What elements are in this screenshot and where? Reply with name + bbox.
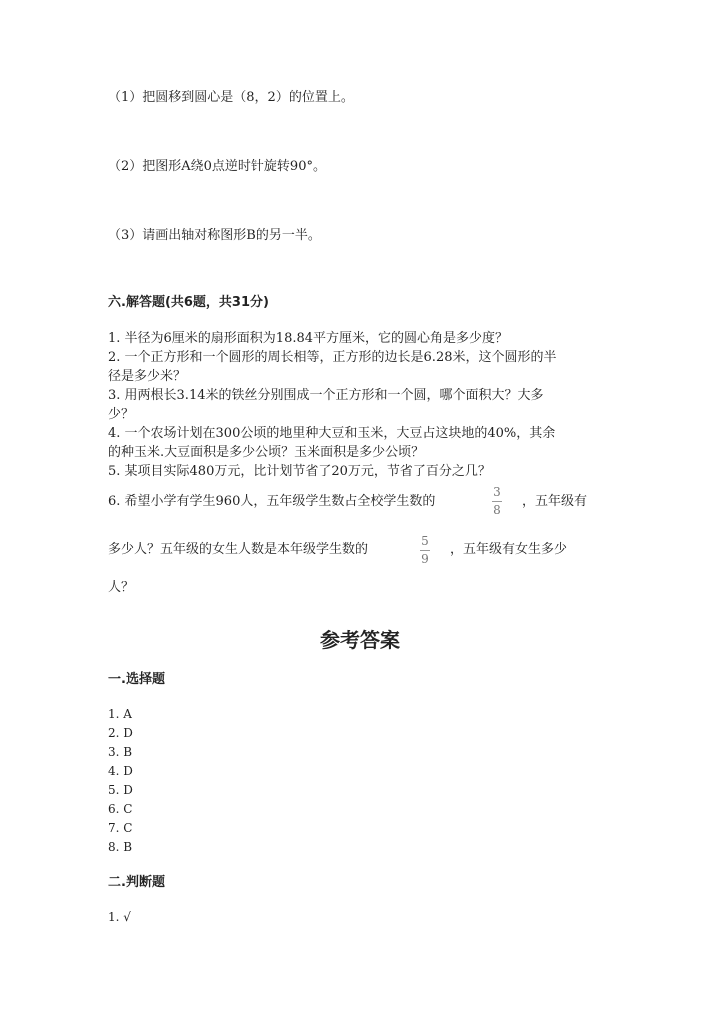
answer-item: 4. D bbox=[108, 764, 133, 778]
q6-text-1: 6. 希望小学有学生960人，五年级学生数占全校学生数的 bbox=[108, 494, 436, 509]
section-2-heading: 二.判断题 bbox=[108, 875, 165, 890]
q6-text-2: ，五年级有 bbox=[522, 494, 588, 509]
fraction-bar bbox=[420, 550, 430, 551]
question-line: 5. 某项目实际480万元，比计划节省了20万元，节省了百分之几？ bbox=[108, 464, 491, 479]
answer-item: 1. A bbox=[108, 707, 132, 721]
section-1-heading: 一.选择题 bbox=[108, 672, 165, 687]
answer-item: 1. √ bbox=[108, 910, 131, 924]
answer-item: 5. D bbox=[108, 783, 133, 797]
fraction-3-8 bbox=[492, 486, 502, 517]
answer-item: 7. C bbox=[108, 821, 133, 835]
answer-title: 参考答案 bbox=[320, 628, 400, 652]
answer-item: 3. B bbox=[108, 745, 133, 759]
q6-text-5: 人？ bbox=[108, 580, 135, 595]
question-line: 少？ bbox=[108, 407, 135, 422]
section-6-heading: 六.解答题(共6题，共31分) bbox=[108, 295, 269, 310]
fraction-denominator: 9 bbox=[421, 552, 429, 566]
question-line: 1. 半径为6厘米的扇形面积为18.84平方厘米，它的圆心角是多少度？ bbox=[108, 331, 509, 346]
fraction-5-9 bbox=[420, 535, 430, 566]
instruction-3: （3）请画出轴对称图形B的另一半。 bbox=[108, 228, 321, 243]
q6-text-3: 多少人？五年级的女生人数是本年级学生数的 bbox=[108, 542, 369, 557]
question-line: 2. 一个正方形和一个圆形的周长相等，正方形的边长是6.28米，这个圆形的半 bbox=[108, 350, 557, 365]
question-line: 3. 用两根长3.14米的铁丝分别围成一个正方形和一个圆，哪个面积大？大多 bbox=[108, 388, 544, 403]
instruction-1: （1）把圆移到圆心是（8，2）的位置上。 bbox=[108, 90, 354, 105]
fraction-bar bbox=[492, 501, 502, 502]
answer-item: 2. D bbox=[108, 726, 133, 740]
question-line: 4. 一个农场计划在300公顷的地里种大豆和玉米，大豆占这块地的40%，其余 bbox=[108, 426, 556, 441]
fraction-numerator: 5 bbox=[421, 534, 429, 548]
question-line: 的种玉米.大豆面积是多少公顷？玉米面积是多少公顷？ bbox=[108, 445, 425, 460]
question-line: 径是多少米？ bbox=[108, 369, 187, 384]
answer-item: 6. C bbox=[108, 802, 133, 816]
q6-text-4: ，五年级有女生多少 bbox=[450, 542, 568, 557]
instruction-2: （2）把图形A绕0点逆时针旋转90°。 bbox=[108, 159, 326, 174]
fraction-denominator: 8 bbox=[493, 503, 501, 517]
answer-item: 8. B bbox=[108, 840, 133, 854]
fraction-numerator: 3 bbox=[493, 485, 501, 499]
